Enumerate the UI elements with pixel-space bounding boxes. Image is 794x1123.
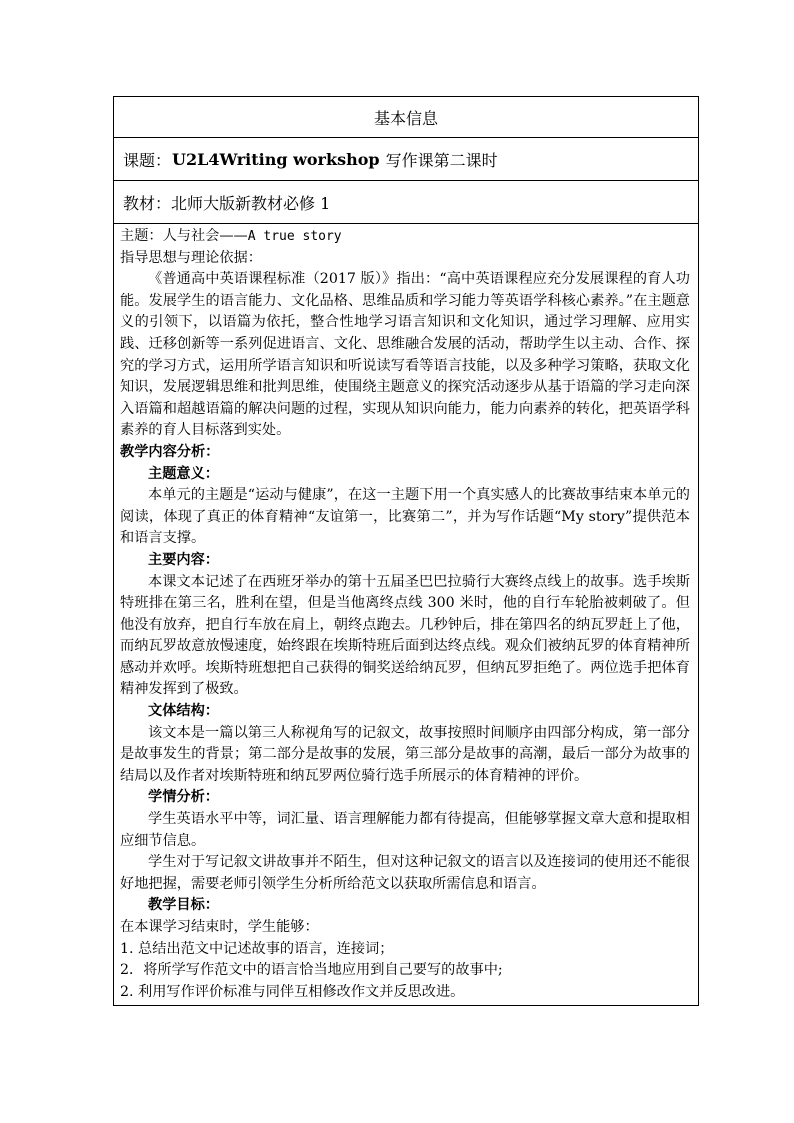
table-title: 基本信息 — [373, 108, 438, 128]
structure-title: 文体结构： — [148, 703, 219, 720]
objective-item: 2．将所学写作范文中的语言恰当地应用到自己要写的故事中; — [120, 962, 503, 979]
lesson-name: U2L4Writing workshop — [172, 149, 380, 169]
theme-label: 主题： — [120, 228, 163, 244]
learner-text-2: 学生对于写记叙文讲故事并不陌生，但对这种记叙文的语言以及连接词的使用还不能很好地把握，需要老师引领学生分析所给范文以获取所需信息和语言。 — [120, 854, 690, 892]
objective-item: 1. 总结出范文中记述故事的语言，连接词； — [120, 940, 394, 957]
analysis-title: 教学内容分析： — [120, 443, 220, 460]
learner-text-1: 学生英语水平中等，词汇量、语言理解能力都有待提高，但能够掌握文章大意和提取相应细节信息。 — [120, 811, 690, 849]
theme-meaning-text: 本单元的主题是“运动与健康”，在这一主题下用一个真实感人的比赛故事结束本单元的阅读，体现了真正的体育精神“友谊第一，比赛第二”，并为写作话题“My story”提供范本和语言支撑。 — [120, 487, 690, 547]
structure-text: 该文本是一篇以第三人称视角写的记叙文，故事按照时间顺序由四部分构成，第一部分是故事发生的背景；第二部分是故事的发展，第三部分是故事的高潮，最后一部分为故事的结局以及作者对埃斯特班和纳瓦罗两位骑行选手所展示的体育精神的评价。 — [120, 724, 690, 784]
theme-line — [120, 226, 690, 248]
theme-en: A true story — [247, 229, 342, 244]
lesson-label: 课题： — [123, 150, 172, 170]
textbook-label: 教材： — [123, 193, 172, 213]
guiding-title: 指导思想与理论依据： — [120, 249, 262, 266]
objectives-intro: 在本课学习结束时，学生能够： — [120, 919, 319, 935]
textbook-value: 北师大版新教材必修 1 — [171, 193, 331, 213]
guiding-text: 《普通高中英语课程标准（2017 版）》指出：“高中英语课程应充分发展课程的育人功能。发展学生的语言能力、文化品格、思维品质和学习能力等英语学科核心素养。”在主题意义的引领下，以语篇为依托，整合性地学习语言知识和文化知识，通过学习理解、应用实践、迁移创新等一系列促进语言、文化、思维融合发展的活动，帮助学生以主动、合作、探究的学习方式，运用所学语言知识和听说读写看等语言技能，以及多种学习策略，获取文化知识，发展逻辑思维和批判思维，使围绕主题意义的探究活动逐步从基于语篇的学习走向深入语篇和超越语篇的解决问题的过程，实现从知识向能力，能力向素养的转化，把英语学科素养的育人目标落到实处。 — [120, 271, 690, 439]
lesson-suffix: 写作课第二课时 — [385, 150, 498, 170]
objectives-title: 教学目标： — [148, 897, 219, 914]
textbook-row — [114, 181, 698, 224]
lesson-row — [114, 138, 698, 181]
objective-item: 2. 利用写作评价标准与同伴互相修改作文并反思改进。 — [120, 983, 465, 1000]
main-content-text: 本课文本记述了在西班牙举办的第十五届圣巴巴拉骑行大赛终点线上的故事。选手埃斯特班排在第三名，胜利在望，但是当他离终点线 300 米时，他的自行车轮胎被刺破了。但他没有放弃，把自行车放在肩上，朝终点跑去。几秒钟后，排在第四名的纳瓦罗赶上了他，而纳瓦罗故意放慢速度，始终跟在埃斯特班后面到达终点线。观众们被纳瓦罗的体育精神所感动并欢呼。埃斯特班想把自己获得的铜奖送给纳瓦罗，但纳瓦罗拒绝了。两位选手把体育精神发挥到了极致。 — [120, 573, 690, 698]
theme-cn: 人与社会—— — [162, 228, 248, 244]
content-cell — [114, 224, 698, 1005]
main-content-title: 主要内容： — [148, 551, 219, 568]
table-header-row — [114, 97, 698, 138]
learner-title: 学情分析： — [148, 789, 219, 806]
theme-meaning-title: 主题意义： — [148, 465, 219, 482]
lesson-plan-table — [113, 96, 699, 1006]
